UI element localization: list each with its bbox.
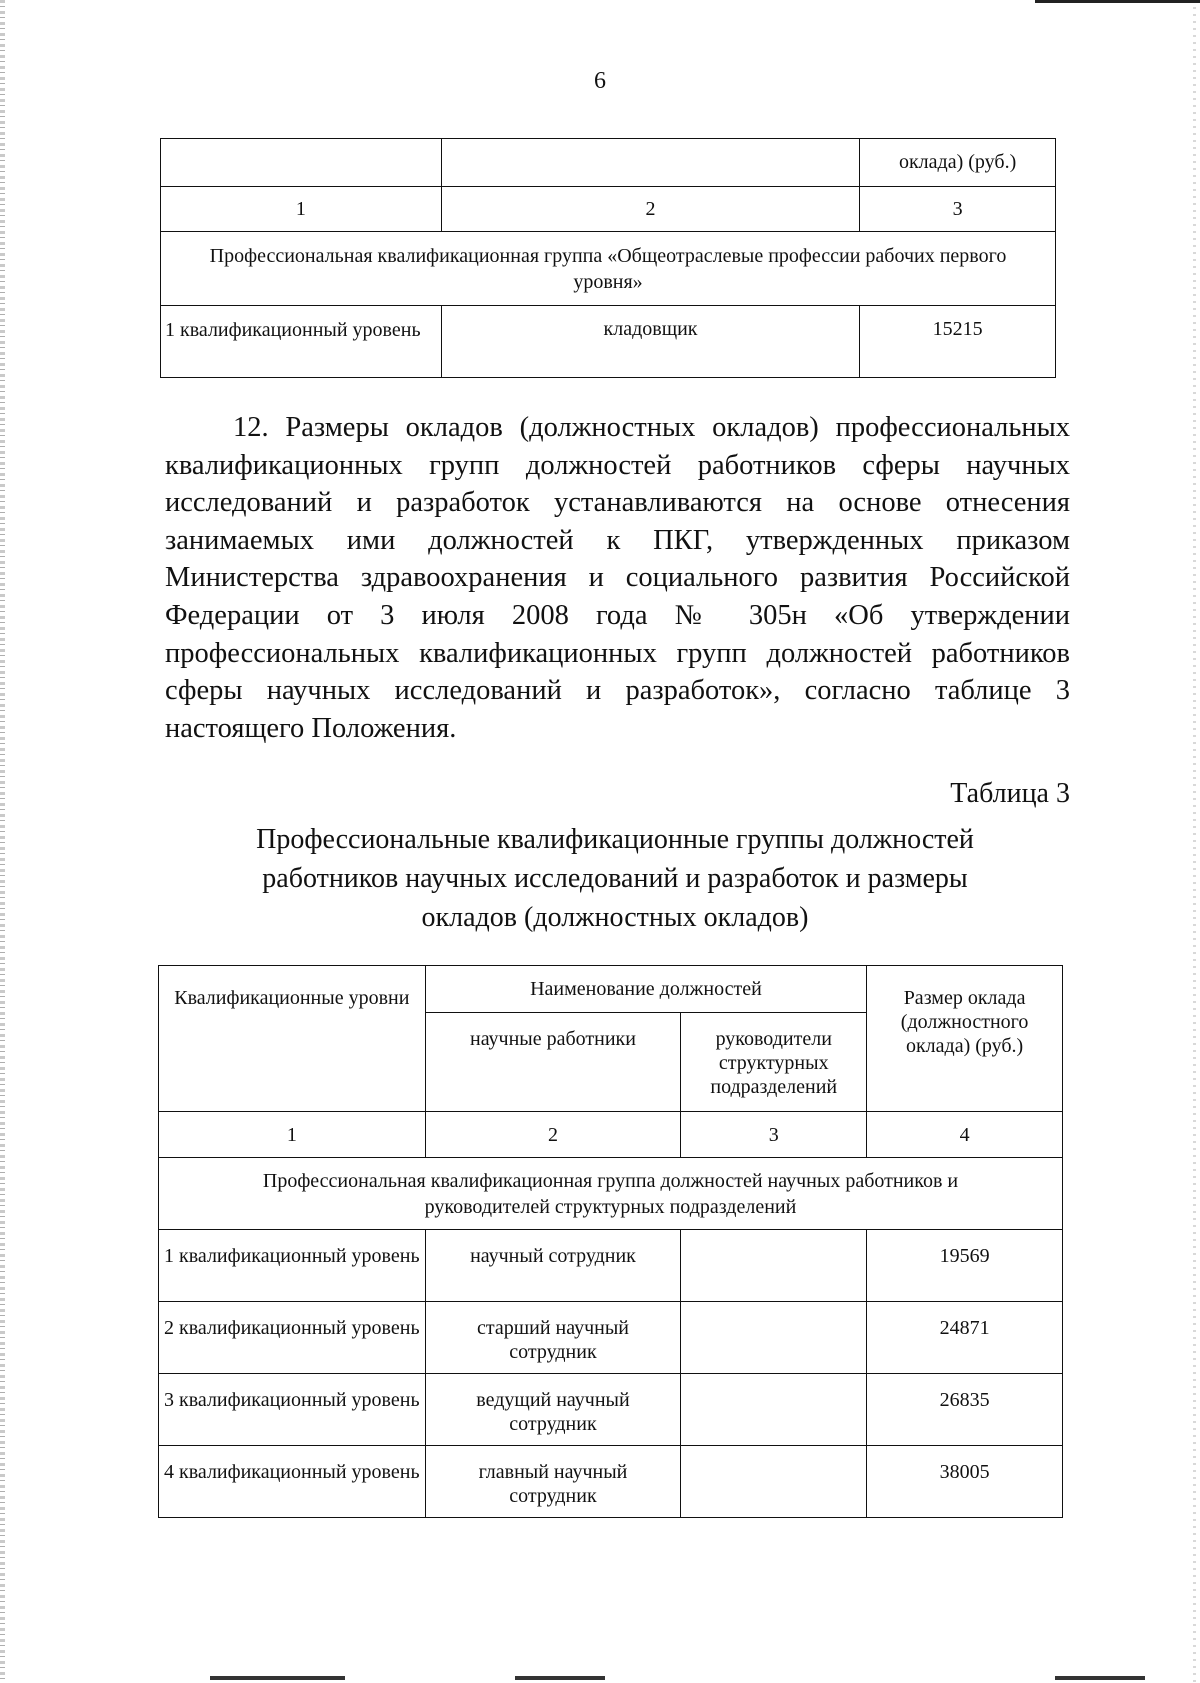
column-number: 3 <box>860 187 1056 232</box>
header-scientists: научные работники <box>425 1013 681 1112</box>
column-number: 2 <box>425 1112 681 1158</box>
scientist-cell: научный сотрудник <box>425 1230 681 1302</box>
scientist-cell: главный научный сотрудник <box>425 1446 681 1518</box>
header-levels: Квалификационные уровни <box>159 966 426 1112</box>
manager-cell <box>681 1302 867 1374</box>
column-number: 1 <box>161 187 442 232</box>
header-managers: руководители структурных подразделений <box>681 1013 867 1112</box>
salary-cell: 26835 <box>867 1374 1063 1446</box>
column-number-row <box>161 187 1056 232</box>
header-positions: Наименование должностей <box>425 966 867 1013</box>
header-salary: Размер оклада (должностного оклада) (руб.) <box>867 966 1063 1112</box>
group-row <box>161 232 1056 306</box>
page-number: 6 <box>594 68 606 94</box>
table-row <box>159 1446 1063 1518</box>
scan-top-line <box>1035 0 1200 3</box>
table-row <box>159 1302 1063 1374</box>
salary-cell: 19569 <box>867 1230 1063 1302</box>
manager-cell <box>681 1446 867 1518</box>
empty-cell <box>441 139 859 187</box>
column-number: 2 <box>441 187 859 232</box>
group-row <box>159 1158 1063 1230</box>
table-title-line: Профессиональные квалификационные группы должностей <box>256 824 974 855</box>
column-number: 4 <box>867 1112 1063 1158</box>
scan-bottom-mark <box>210 1676 345 1680</box>
table-label: Таблица 3 <box>950 778 1070 809</box>
position-cell: кладовщик <box>441 306 859 378</box>
level-cell: 2 квалификационный уровень <box>159 1302 426 1374</box>
header-tail: оклада) (руб.) <box>860 139 1056 187</box>
group-title: Профессиональная квалификационная группа «Общеотраслевые профессии рабочих первого уровня» <box>161 232 1056 306</box>
level-cell: 3 квалификационный уровень <box>159 1374 426 1446</box>
level-cell: 4 квалификационный уровень <box>159 1446 426 1518</box>
scientist-cell: старший научный сотрудник <box>425 1302 681 1374</box>
column-number: 1 <box>159 1112 426 1158</box>
salary-cell: 15215 <box>860 306 1056 378</box>
paragraph-12 <box>165 409 1070 747</box>
group-title: Профессиональная квалификационная группа должностей научных работников и руководителей структурных подразделений <box>159 1158 1063 1230</box>
manager-cell <box>681 1230 867 1302</box>
scan-bottom-mark <box>1055 1676 1145 1680</box>
table-title <box>0 820 1200 937</box>
salary-cell: 38005 <box>867 1446 1063 1518</box>
table-row <box>159 1230 1063 1302</box>
table-title-line: работников научных исследований и разработок и размеры <box>262 863 968 894</box>
table-row <box>161 139 1056 187</box>
header-row <box>159 966 1063 1013</box>
manager-cell <box>681 1374 867 1446</box>
column-number: 3 <box>681 1112 867 1158</box>
level-cell: 1 квалификационный уровень <box>159 1230 426 1302</box>
paragraph-12-text: 12. Размеры окладов (должностных окладов) профессиональных квалификационных групп должностей работников сферы научных исследований и разработок устанавливаются на основе отнесения занимаемых ими должностей к ПКГ, утвержденных приказом Министерства здравоохранения и социального развития Российской Федерации от 3 июля 2008 года № 305н «Об утверждении профессиональных квалификационных групп должностей работников сферы научных исследований и разработок», согласно таблице 3 настоящего Положения. <box>165 412 1070 744</box>
table-row <box>159 1374 1063 1446</box>
salary-cell: 24871 <box>867 1302 1063 1374</box>
table-continued <box>160 138 1056 378</box>
table-3 <box>158 965 1063 1518</box>
table-title-line: окладов (должностных окладов) <box>421 902 809 933</box>
column-number-row <box>159 1112 1063 1158</box>
scientist-cell: ведущий научный сотрудник <box>425 1374 681 1446</box>
table-row <box>161 306 1056 378</box>
scan-bottom-mark <box>515 1676 605 1680</box>
empty-cell <box>161 139 442 187</box>
level-cell: 1 квалификационный уровень <box>161 306 442 378</box>
